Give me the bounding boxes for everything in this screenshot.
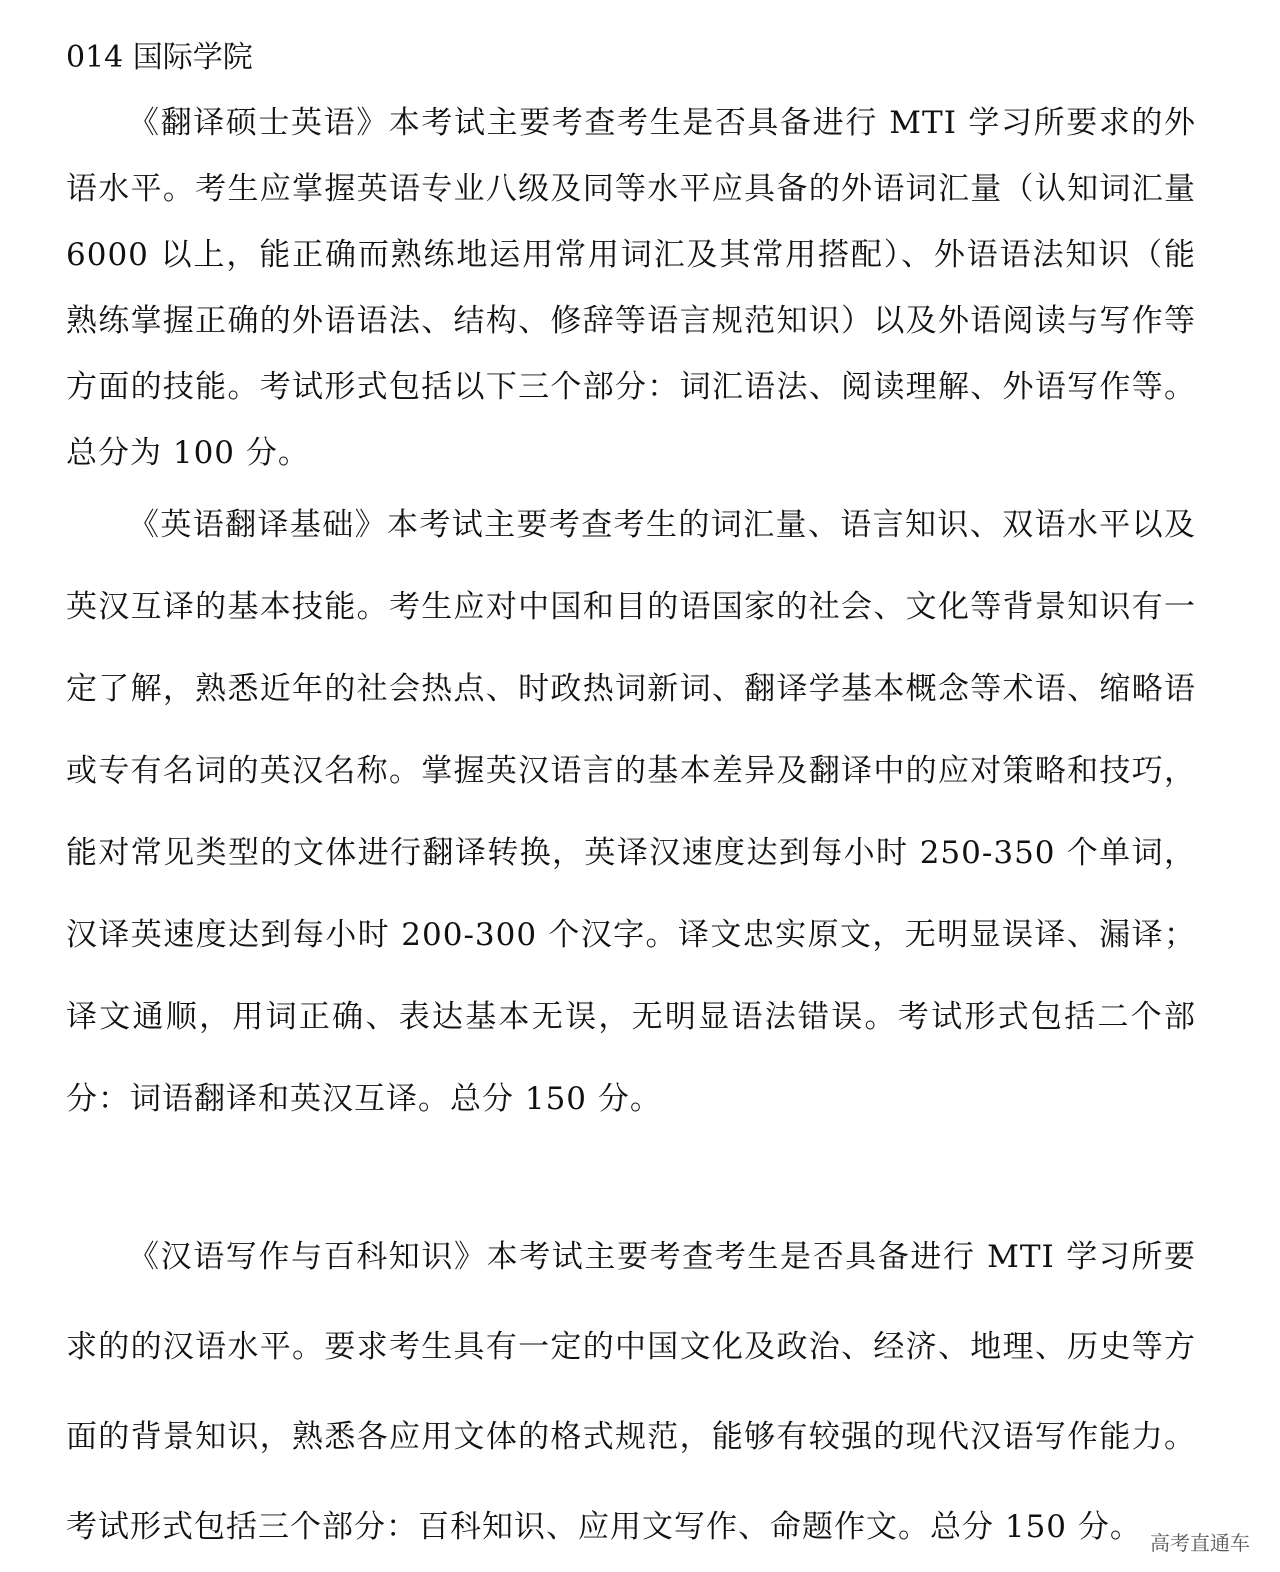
- watermark: 高考直通车: [1150, 1531, 1250, 1555]
- section-header: 014 国际学院: [66, 40, 253, 75]
- paragraph-english-translation-basics: 《英语翻译基础》本考试主要考查考生的词汇量、语言知识、双语水平以及英汉互译的基本技能。考生应对中国和目的语国家的社会、文化等背景知识有一定了解，熟悉近年的社会热点、时政热词新词、翻译学基本概念等术语、缩略语或专有名词的英汉名称。掌握英汉语言的基本差异及翻译中的应对策略和技巧，能对常见类型的文体进行翻译转换，英译汉速度达到每小时 250-350 个单词，汉译英速度达到每小时 200-300 个汉字。译文忠实原文，无明显误译、漏译；译文通顺，用词正确、表达基本无误，无明显语法错误。考试形式包括二个部分：词语翻译和英汉互译。总分 150 分。: [66, 507, 1196, 1117]
- paragraph-translation-master-english: 《翻译硕士英语》本考试主要考查考生是否具备进行 MTI 学习所要求的外语水平。考生应掌握英语专业八级及同等水平应具备的外语词汇量（认知词汇量 6000 以上，能正确而熟练地运用常用词汇及其常用搭配）、外语语法知识（能熟练掌握正确的外语语法、结构、修辞等语言规范知识）以及外语阅读与写作等方面的技能。考试形式包括以下三个部分：词汇语法、阅读理解、外语写作等。总分为 100 分。: [66, 105, 1196, 471]
- paragraph-chinese-writing-encyclopedia: 《汉语写作与百科知识》本考试主要考查考生是否具备进行 MTI 学习所要求的的汉语水平。要求考生具有一定的中国文化及政治、经济、地理、历史等方面的背景知识，熟悉各应用文体的格式规范，能够有较强的现代汉语写作能力。考试形式包括三个部分：百科知识、应用文写作、命题作文。总分 150 分。: [66, 1239, 1196, 1545]
